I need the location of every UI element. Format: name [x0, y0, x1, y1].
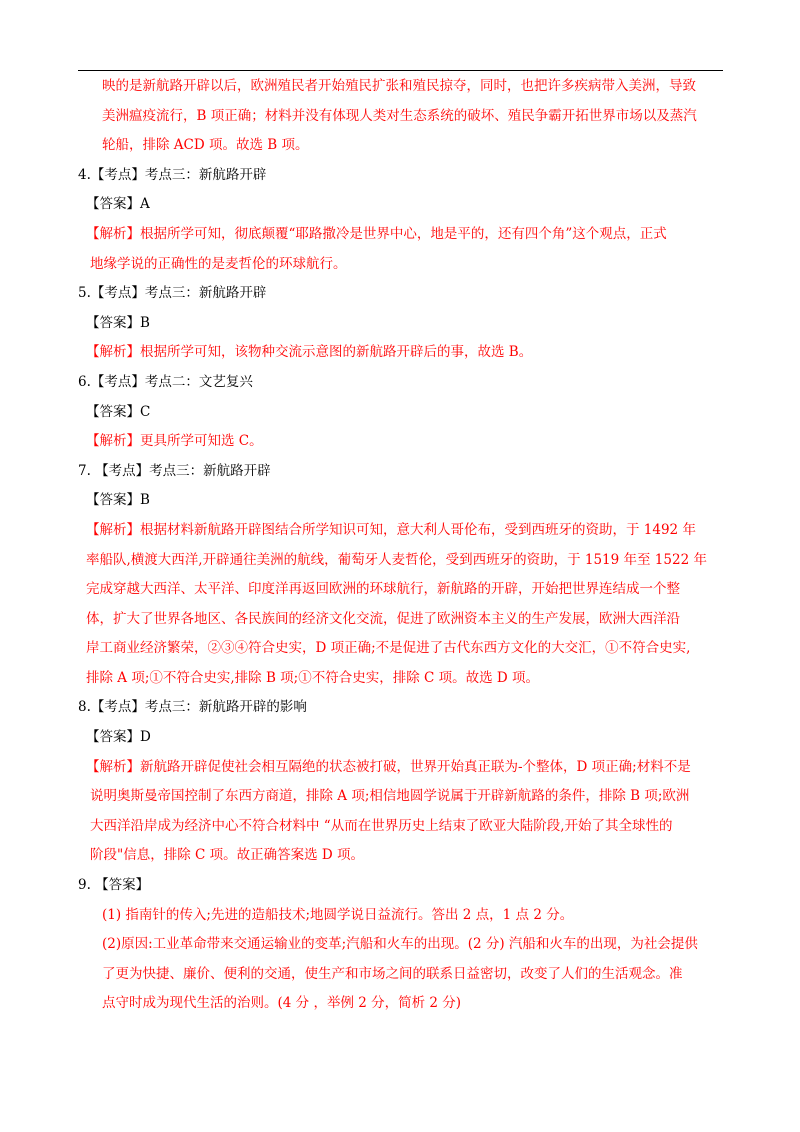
q4-heading: 4.【考点】考点三：新航路开辟: [78, 166, 267, 183]
q4-analysis-line: 地缘学说的正确性的是麦哲伦的环球航行。: [90, 255, 347, 272]
q7-analysis-line: 【解析】根据材料新航路开辟图结合所学知识可知，意大利人哥伦布，受到西班牙的资助，于 1492 年: [86, 521, 696, 538]
q7-heading: 7. 【考点】考点三：新航路开辟: [78, 462, 271, 479]
q4-answer: 【答案】A: [86, 196, 150, 213]
q7-analysis-line: 率船队,横渡大西洋,开辟通往美洲的航线，葡萄牙人麦哲伦，受到西班牙的资助，于 1519 年至 1522 年: [86, 551, 707, 568]
q4-analysis-line: 【解析】根据所学可知，彻底颠覆“耶路撒冷是世界中心，地是平的，还有四个角”这个观点，正式: [86, 225, 667, 242]
q6-analysis-line: 【解析】更具所学可知选 C。: [86, 433, 263, 450]
q6-heading: 6.【考点】考点二：文艺复兴: [78, 373, 253, 390]
q8-analysis-line: 大西洋沿岸成为经济中心不符合材料中 “从而在世界历史上结束了欧亚大陆阶段,开始了其全球性的: [90, 817, 673, 834]
intro-line: 映的是新航路开辟以后，欧洲殖民者开始殖民扩张和殖民掠夺，同时，也把许多疾病带入美洲，导致: [102, 78, 696, 94]
q7-analysis-line: 排除 A 项;①不符合史实,排除 B 项;①不符合史实，排除 C 项。故选 D 项。: [86, 669, 540, 686]
q5-heading: 5.【考点】考点三：新航路开辟: [78, 285, 267, 302]
q6-answer: 【答案】C: [86, 403, 151, 420]
q8-heading: 8.【考点】考点三：新航路开辟的影响: [78, 699, 307, 716]
q9-part2-line: 了更为快捷、廉价、便利的交通，使生产和市场之间的联系日益密切，改变了人们的生活观念。准: [102, 965, 683, 982]
document-content: [78, 72, 730, 1019]
q8-answer: 【答案】D: [86, 729, 151, 746]
header-rule: [78, 70, 723, 71]
q8-analysis-line: 【解析】新航路开辟促使社会相互隔绝的状态被打破，世界开始真正联为-个整体，D 项正确;材料不是: [86, 758, 691, 775]
q5-analysis-line: 【解析】根据所学可知，该物种交流示意图的新航路开辟后的事，故选 B。: [86, 344, 533, 361]
q7-analysis-line: 完成穿越大西洋、太平洋、印度洋再返回欧洲的环球航行，新航路的开辟，开始把世界连结成一个整: [86, 581, 680, 598]
q7-answer: 【答案】B: [86, 492, 150, 509]
q7-analysis-line: 体，扩大了世界各地区、各民族间的经济文化交流，促进了欧洲资本主义的生产发展，欧洲大西洋沿: [86, 610, 680, 627]
q5-answer: 【答案】B: [86, 314, 150, 331]
q9-part2-line: 点守时成为现代生活的治则。(4 分 ，举例 2 分，简析 2 分): [102, 995, 462, 1012]
q8-analysis-line: 说明奥斯曼帝国控制了东西方商道，排除 A 项;相信地圆学说属于开辟新航路的条件，排除 B 项;欧洲: [90, 788, 690, 805]
intro-line: 美洲瘟疫流行，B 项正确；材料并没有体现人类对生态系统的破坏、殖民争霸开拓世界市场以及蒸汽: [102, 107, 697, 124]
intro-line: 轮船，排除 ACD 项。故选 B 项。: [102, 137, 309, 154]
q9-part2-line: (2)原因:工业革命带来交通运输业的变革;汽船和火车的出现。(2 分) 汽船和火车的出现，为社会提供: [102, 936, 698, 953]
q9-part1: (1) 指南针的传入;先进的造船技术;地圆学说日益流行。答出 2 点，1 点 2 分。: [102, 906, 574, 923]
q7-analysis-line: 岸工商业经济繁荣，②③④符合史实，D 项正确;不是促进了古代东西方文化的大交汇，①不符合史实,: [86, 640, 691, 657]
q8-analysis-line: 阶段"信息，排除 C 项。故正确答案选 D 项。: [90, 847, 365, 864]
q9-heading: 9. 【答案】: [78, 877, 150, 894]
